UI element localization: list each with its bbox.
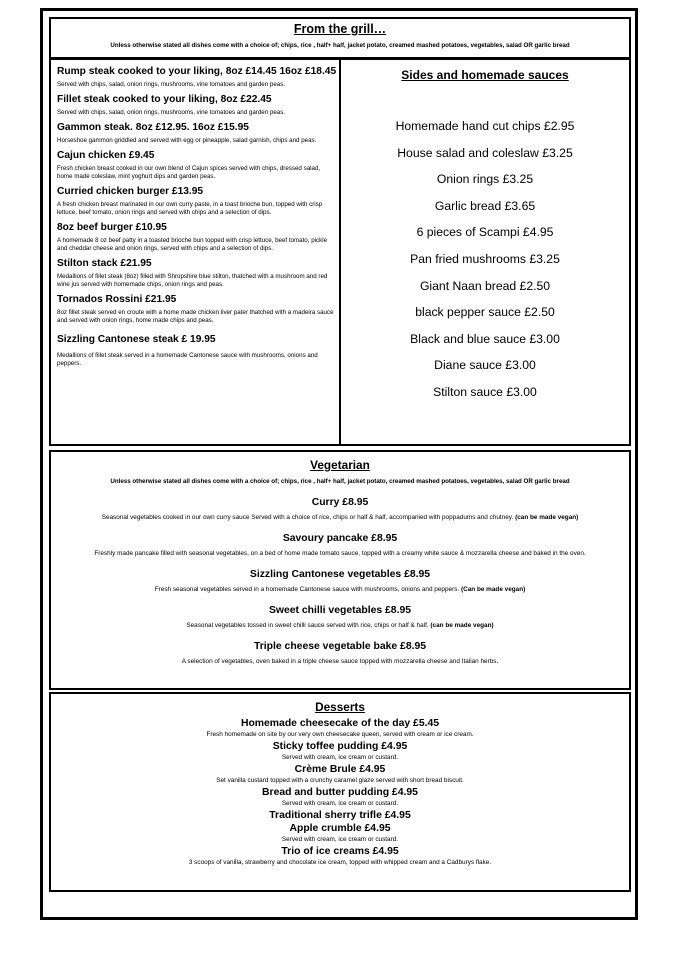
side-item: Black and blue sauce £3.00	[410, 331, 560, 346]
dessert-description: Fresh homemade on site by our very own cheesecake queen, served with cream or ice cream.	[206, 731, 474, 738]
dessert-title: Traditional sherry trifle £4.95	[269, 810, 411, 821]
dish-description: Medallions of fillet steak served in a homemade Cantonese sauce with mushrooms, onions and peppers.	[57, 352, 318, 367]
dessert-title: Crème Brule £4.95	[294, 764, 386, 775]
dish-description: Fresh chicken breast cooked in our own blend of Cajun spices served with chips, dressed salad, home made coleslaw, mint yoghurt dips and garden peas.	[57, 165, 321, 180]
dish-description: Freshly made pancake filled with seasonal vegetables, on a bed of home made tomato sauce, topped with a creamy white sauce & mozzarella cheese and baked in the oven.	[94, 550, 586, 557]
desserts-heading: Desserts	[315, 700, 365, 714]
dessert-title: Sticky toffee pudding £4.95	[272, 741, 408, 752]
grill-dish	[57, 333, 335, 368]
vegetarian-dish	[51, 569, 629, 593]
dish-description: Served with chips, salad, onion rings, mushrooms, vine tomatoes and garden peas.	[57, 81, 286, 88]
dish-description: Fresh seasonal vegetables served in a homemade Cantonese sauce with mushrooms, onions and peppers. (Can be made vegan)	[154, 586, 526, 593]
grill-dish	[57, 185, 335, 217]
dessert-title: Trio of ice creams £4.95	[281, 846, 399, 857]
dessert-description: Served with cream, ice cream or custard.	[281, 800, 399, 807]
grill-dishes-panel	[49, 58, 341, 446]
dessert-item	[51, 786, 629, 808]
grill-dish	[57, 65, 335, 89]
dessert-item	[51, 717, 629, 739]
side-item: Onion rings £3.25	[436, 172, 534, 187]
grill-dish	[57, 257, 335, 289]
dish-title: Gammon steak. 8oz £12.95. 16oz £15.95	[57, 122, 249, 133]
side-item: Giant Naan bread £2.50	[419, 278, 551, 293]
dish-title: Fillet steak cooked to your liking, 8oz £22.45	[57, 94, 272, 105]
grill-note: Unless otherwise stated all dishes come with a choice of; chips, rice , half+ half, jacket potato, creamed mashed potatoes, vegetables, salad OR garlic bread	[110, 42, 570, 49]
vegan-tag: (Can be made vegan)	[460, 586, 526, 593]
dessert-description: Served with cream, ice cream or custard.	[281, 836, 399, 843]
dish-title: Sizzling Cantonese vegetables £8.95	[249, 569, 431, 580]
dish-title: 8oz beef burger £10.95	[57, 222, 167, 233]
dessert-item	[51, 740, 629, 762]
dish-title: Tornados Rossini £21.95	[57, 294, 177, 305]
grill-heading: From the grill…	[293, 22, 387, 36]
dish-title: Savoury pancake £8.95	[282, 533, 398, 544]
side-item: Garlic bread £3.65	[434, 198, 536, 213]
grill-dish	[57, 221, 335, 253]
desserts-panel	[49, 692, 631, 892]
dish-description: Horseshoe gammon griddled and served with egg or pineapple, salad garnish, chips and peas.	[57, 137, 317, 144]
grill-dish	[57, 93, 335, 117]
dish-description: A homemade 8 oz beef patty in a toasted brioche bun topped with crisp lettuce, beef tomato, pickle and cheddar cheese and onion rings, served with chips and a selection of dips.	[57, 237, 328, 252]
dish-description: Seasonal vegetables cooked in our own curry sauce Served with a choice of rice, chips or half & half, accompanied with poppadums and chutney. (can be made vegan)	[101, 514, 579, 521]
dessert-title: Bread and butter pudding £4.95	[262, 787, 418, 798]
dish-description: A selection of vegetables, oven baked in a triple cheese sauce topped with mozzarella cheese and Italian herbs.	[181, 658, 499, 665]
side-item: black pepper sauce £2.50	[415, 305, 555, 320]
dish-title: Cajun chicken £9.45	[57, 150, 155, 161]
sides-list	[341, 113, 629, 406]
dish-description: 8oz fillet steak served en croute with a home made chicken liver pater thatched with a madeira sauce and served with onion rings, home made chips and peas.	[57, 309, 334, 324]
vegetarian-dish	[51, 641, 629, 665]
dish-description: Served with chips, salad, onion rings, mushrooms, vine tomatoes and garden peas.	[57, 109, 286, 116]
dish-title: Stilton stack £21.95	[57, 258, 152, 269]
vegetarian-note: Unless otherwise stated all dishes come with a choice of; chips, rice , half+ half, jacket potato, creamed mashed potatoes, vegetables, salad OR garlic bread	[110, 478, 570, 485]
side-item: Pan fried mushrooms £3.25	[410, 251, 560, 266]
dessert-title: Homemade cheesecake of the day £5.45	[240, 718, 440, 729]
side-item: House salad and coleslaw £3.25	[397, 145, 573, 160]
vegetarian-dish	[51, 497, 629, 521]
grill-dish	[57, 293, 335, 325]
vegan-tag: (can be made vegan)	[430, 622, 494, 629]
side-item: Diane sauce £3.00	[434, 358, 536, 373]
dish-title: Curried chicken burger £13.95	[57, 186, 204, 197]
dish-title: Sweet chilli vegetables £8.95	[268, 605, 412, 616]
dish-title: Triple cheese vegetable bake £8.95	[253, 641, 427, 652]
dessert-item	[51, 845, 629, 867]
dessert-item	[51, 763, 629, 785]
grill-header	[49, 17, 631, 59]
dish-description: Medallions of fillet steak (8oz) filled with Shropshire blue stilton, thatched with a mushroom and red wine jus served with homemade chips, onion rings and peas.	[57, 273, 328, 288]
vegetarian-heading: Vegetarian	[310, 458, 370, 472]
sides-heading: Sides and homemade sauces	[401, 68, 569, 82]
side-item: Homemade hand cut chips £2.95	[395, 119, 575, 133]
dish-description: Seasonal vegetables tossed in sweet chilli sauce served with rice, chips or half & half. (can be made vegan)	[186, 622, 494, 629]
dish-title: Sizzling Cantonese steak £ 19.95	[57, 334, 216, 345]
dessert-description: 3 scoops of vanilla, strawberry and chocolate ice cream, topped with whipped cream and a Cadburys flake.	[188, 859, 492, 866]
sides-panel	[339, 58, 631, 446]
vegetarian-dish	[51, 605, 629, 629]
dessert-title: Apple crumble £4.95	[289, 823, 391, 834]
vegetarian-panel	[49, 450, 631, 690]
vegan-tag: (can be made vegan)	[515, 514, 579, 521]
dessert-description: Set vanilla custard topped with a crunchy caramel glaze served with short bread biscuit.	[216, 777, 464, 784]
dessert-item	[51, 809, 629, 822]
dish-description: A fresh chicken breast marinated in our own curry paste, in a toast brioche bun, topped with crisp lettuce, beef tomato, onion rings and served with chips and a selection of dips.	[57, 201, 323, 216]
dessert-description: Served with cream, ice cream or custard.	[281, 754, 399, 761]
side-item: 6 pieces of Scampi £4.95	[416, 225, 554, 240]
side-item: Stilton sauce £3.00	[433, 384, 537, 399]
vegetarian-dish	[51, 533, 629, 557]
dessert-item	[51, 822, 629, 844]
grill-dish	[57, 149, 335, 181]
dish-title: Rump steak cooked to your liking, 8oz £14.45 16oz £18.45	[57, 66, 337, 77]
grill-dish	[57, 121, 335, 145]
dish-title: Curry £8.95	[311, 497, 369, 508]
